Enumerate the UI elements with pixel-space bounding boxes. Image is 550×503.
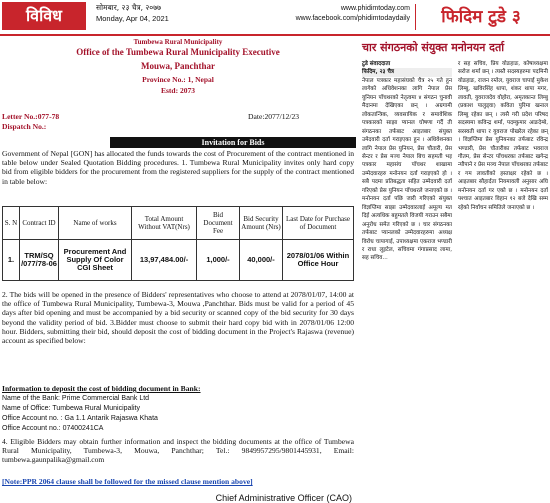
dispatch-number: Dispatch No.: [2,122,47,131]
article-text: नेपाल पत्रकार महासंघको चैत्र २५ गते हुन लागेको अधिवेशनका लागि नेपाल प्रेस युनियन पाँचथरको नेतृत्वमा ४ संगठन चुनावी मैदानमा देखिएका छन् । अग्रगामी लोकतान्त्रिक, व्यवसायिक र समावेशिक पत्रकारको साझा प्यानल घोषणा गर्दै ती संगठनका तर्फबाट आइतबार संयुक्त उमेदवारी दर्ता गराइएका हुन । अधिवेशनका लागि नेपाल प्रेस युनियन, प्रेस चौतारी, प्रेस सेन्टर र प्रेस मञ्च नेपाल बिच सहमती भइ पत्रकार महासंघ पाँचथर शाखामा उम्मेदवारहरु मनोनयन दर्ता गराइएको हो । सबै पदमा प्रतिबद्धता सहित उम्मेदवारी दर्ता गरिएको प्रेस युनियन पाँचथरले जनाएको छ । मनोनयन दर्ता पछि जारी गरिएको संयुक्त विज्ञप्तिमा साझा उम्मेदवारलाई अमूल्य मत दिई अत्यधिक बहुमतले विजयी गराउन सबैमा अनुरोध समेत गरिएको छ । चार संगठनका तर्फबाट प्यानलको उम्मेदवारहरुमा अध्यक्ष विरोध चापागाई, उपाध्यक्षमा एकराज भण्डारी र राधा लुइटेल, सचिवमा गंगाप्रसाद लामा, सह सचिव... [362,77,452,262]
table-cell: 1,000/- [197,240,240,281]
office-name: Name of Office: Tumbewa Rural Municipality [2,405,140,412]
newspaper-brand: फिदिम टुडे ३ [415,4,546,30]
notice-title-1: Tumbewa Rural Municipality [133,38,223,46]
table-cell: TRM/SQ /077/78-06 [20,240,59,281]
ppr-note: [Note:PPR 2064 clause shall be followed for the missed clause mention above] [2,477,253,486]
table-header-row [3,207,354,240]
news-article [362,38,548,478]
page-header [0,0,550,34]
table-header: S. N [3,207,20,240]
article-byline: टुडे संवाददाता [362,61,391,67]
table-header: Name of works [59,207,132,240]
contact-paragraph: 4. Eligible Bidders may obtain further information and inspect the bidding documents at the office of Tumbewa Rural Municipality, Tumbewa-3, Mouwa, Panchthar; Tel.: 9849957295/9801445931, Email: tumbewa.gaunpalika@gmail.com [2,437,354,465]
notice-title-5: Estd: 2073 [161,86,195,95]
article-column-2 [458,60,548,212]
header-rule [0,34,550,36]
bank-name: Name of the Bank: Prime Commercial Bank Ltd [2,395,150,402]
date-english: Monday, Apr 04, 2021 [96,14,169,23]
table-header: Contract ID [20,207,59,240]
table-cell: 1. [3,240,20,281]
table-header: Last Date for Purchase of Document [283,207,354,240]
account-number: Office Account no.: 07400241CA [2,425,104,432]
invitation-heading: Invitation for Bids [110,137,356,148]
bid-table [2,206,354,281]
notice-title-3: Mouwa, Panchthar [141,61,215,71]
notice-title-2: Office of the Tumbewa Rural Municipality Executive [76,47,280,57]
bid-terms-paragraph: 2. The bids will be opened in the presence of Bidders' representatives who choose to attend at 2078/01/07, 14:00 at the office of Tumbewa Rural Municipality, Tumbewa-3, Mouwa ,Panchthar. Bids must be valid for a period of 45 days after bid opening and must be accompanied by a bid security or scanned copy of the bid security for 30 days beyond the validity period of bid. 3.Bidder must choose to submit their hard copy bid with in 2078/01/06 12:00 hour. Bidders, submitting their bid, should deposit the cost of bidding document in the Project's Rajaswa (revenue) account as specified below: [2,290,354,346]
facebook-url[interactable]: www.facebook.com/phidimtodaydaily [295,15,410,22]
table-cell: 2078/01/06 Within Office Hour [283,240,354,281]
bank-info-heading: Information to deposit the cost of bidding document in Bank: [2,384,201,393]
intro-paragraph: Government of Nepal [GON] has allocated the funds towards the cost of Procurement of the contract mentioned in table below under Sealed Quotation Bidding procedures. 1. Tumbewa Rural Municipality invites only hard copy bid from eligible bidders for the procurement from the registered suppliers for the supply of the contract mentioned in table below: [2,149,354,186]
table-header: Bid Document Fee [197,207,240,240]
table-row [3,240,354,281]
bid-notice [0,38,356,503]
notice-date: Date:2077/12/23 [248,112,300,121]
section-label: विविध [2,2,86,30]
notice-title-4: Province No.: 1, Nepal [142,75,214,84]
table-cell: 13,97,484.00/- [132,240,197,281]
article-text: र सह सचिव, प्रिय योङहाङ, कोषाध्यक्षमा सरोज शर्मा छन् । त्यस्तै सदस्यहरुमा पदमिनी योङहाङ, राजन रम्तेल, युवराज चापाई मुकेश लिम्बु, खविरसिंह थापा, शंकर थापा मगर, लावती, युवराजदेव वोहोरा, अमृतकान्त लिम्बु (प्रकाश पालुड्वा) कविता पुरिमा खनाल लिम्बु रहेका छन् । त्यसै गरी प्रदेश परिषद सदस्यमा कविन्द्र शर्मा, पदम्कुमार आङदेम्बे, सरस्वती थापा र युवराज पोखरेल रहेका छन् । विज्ञप्तिमा प्रेस युनियनका तर्फबाट रविन्द्र भण्डारी, प्रेस चौतारीका तर्फबाट भवराज गौतम, प्रेस सेन्टर पाँचथरका तर्फबाट खगेन्द्र न्यौपाने र प्रेस मञ्च नेपाल पाँचथरका तर्फबाट र गम लावतीको हस्ताक्षर रहेको छ । आइतबार सौहार्दता नियमावली अनुसार अघि मनोनयन दर्ता गर एको छ । मनोनयन दर्ता पश्चात आइतबार विहान १२ बजे देखि सम्म रहेको निर्वाचन समितिले जनाएको छ । [458,61,548,211]
date-nepali: सोमबार, २३ चैत्र, २०७७ [96,3,162,12]
account-name: Office Account no. : Ga 1.1 Antarik Rajaswa Khata [2,415,158,422]
article-dateline: फिदिम, २३ चैत्र [362,68,452,76]
website-url[interactable]: www.phidimtoday.com [340,5,410,12]
table-cell: 40,000/- [240,240,283,281]
article-column-1 [362,60,452,263]
article-headline: चार संगठनको संयुक्त मनोनयन दर्ता [362,41,505,54]
table-header: Total Amount Without VAT(Nrs) [132,207,197,240]
table-cell: Procurement And Supply Of Color CGI Sheet [59,240,132,281]
signature-line: Chief Administrative Officer (CAO) [215,493,352,503]
table-header: Bid Security Amount (Nrs) [240,207,283,240]
letter-number: Letter No.:077-78 [2,112,60,121]
